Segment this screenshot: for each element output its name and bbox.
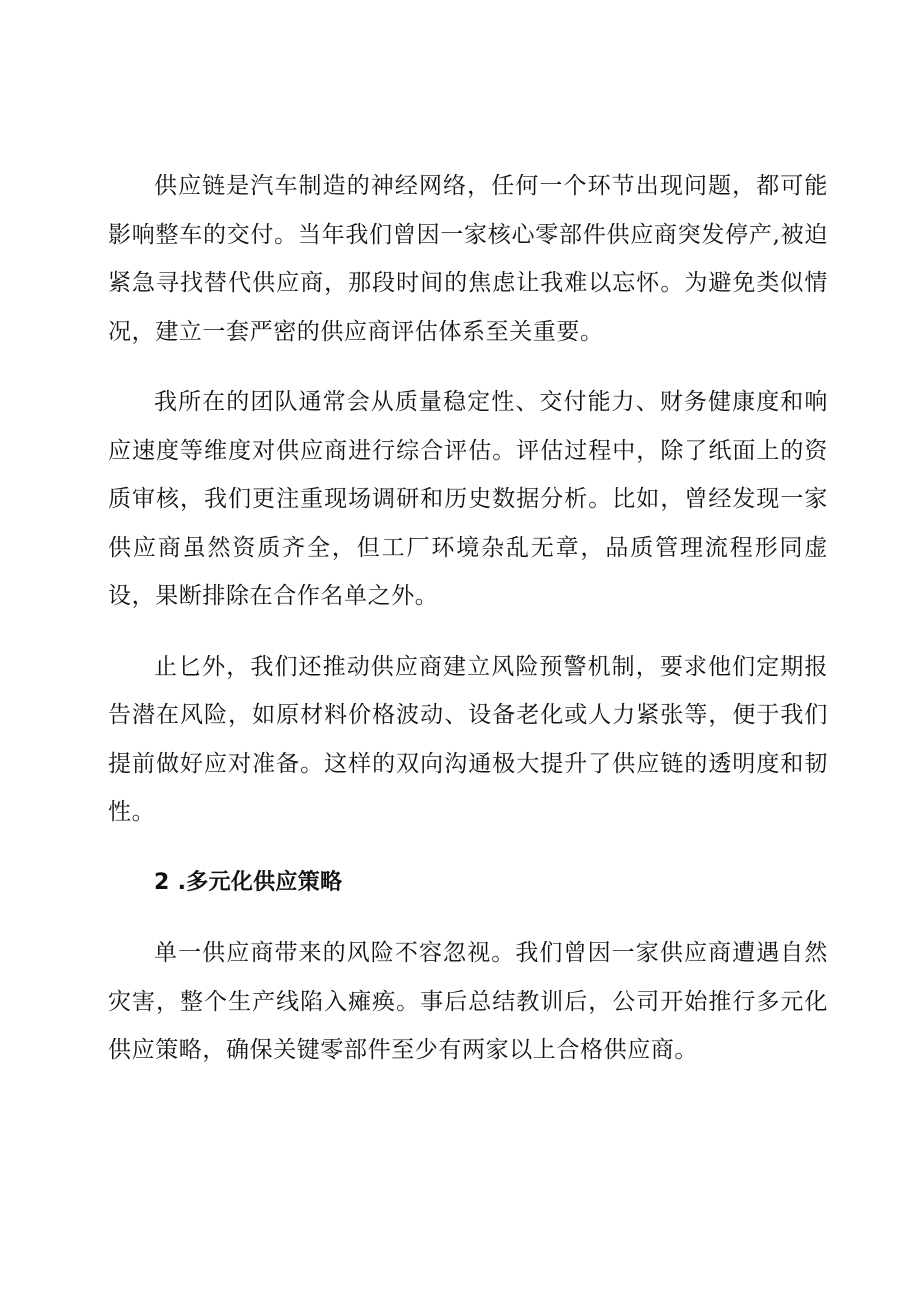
- paragraph-diversified-supply: 单一供应商带来的风险不容忽视。我们曾因一家供应商遭遇自然灾害，整个生产线陷入瘫痪。事后总结教训后，公司开始推行多元化供应策略，确保关键零部件至少有两家以上合格供应商。: [108, 940, 828, 1063]
- section-heading: 2 .多元化供应策略: [154, 869, 343, 895]
- document-body: [108, 162, 828, 1097]
- paragraph-supply-chain-intro: 供应链是汽车制造的神经网络，任何一个环节出现问题，都可能影响整车的交付。当年我们曾因一家核心零部件供应商突发停产,被迫紧急寻找替代供应商，那段时间的焦虑让我难以忘怀。为避免类似情况，建立一套严密的供应商评估体系至关重要。: [108, 173, 828, 345]
- paragraph-supplier-evaluation: 我所在的团队通常会从质量稳定性、交付能力、财务健康度和响应速度等维度对供应商进行综合评估。评估过程中，除了纸面上的资质审核，我们更注重现场调研和历史数据分析。比如，曾经发现一家供应商虽然资质齐全，但工厂环境杂乱无章，品质管理流程形同虚设，果断排除在合作名单之外。: [108, 389, 828, 609]
- paragraph-risk-warning: 止匕外，我们还推动供应商建立风险预警机制，要求他们定期报告潜在风险，如原材料价格波动、设备老化或人力紧张等，便于我们提前做好应对准备。这样的双向沟通极大提升了供应链的透明度和韧性。: [108, 653, 828, 825]
